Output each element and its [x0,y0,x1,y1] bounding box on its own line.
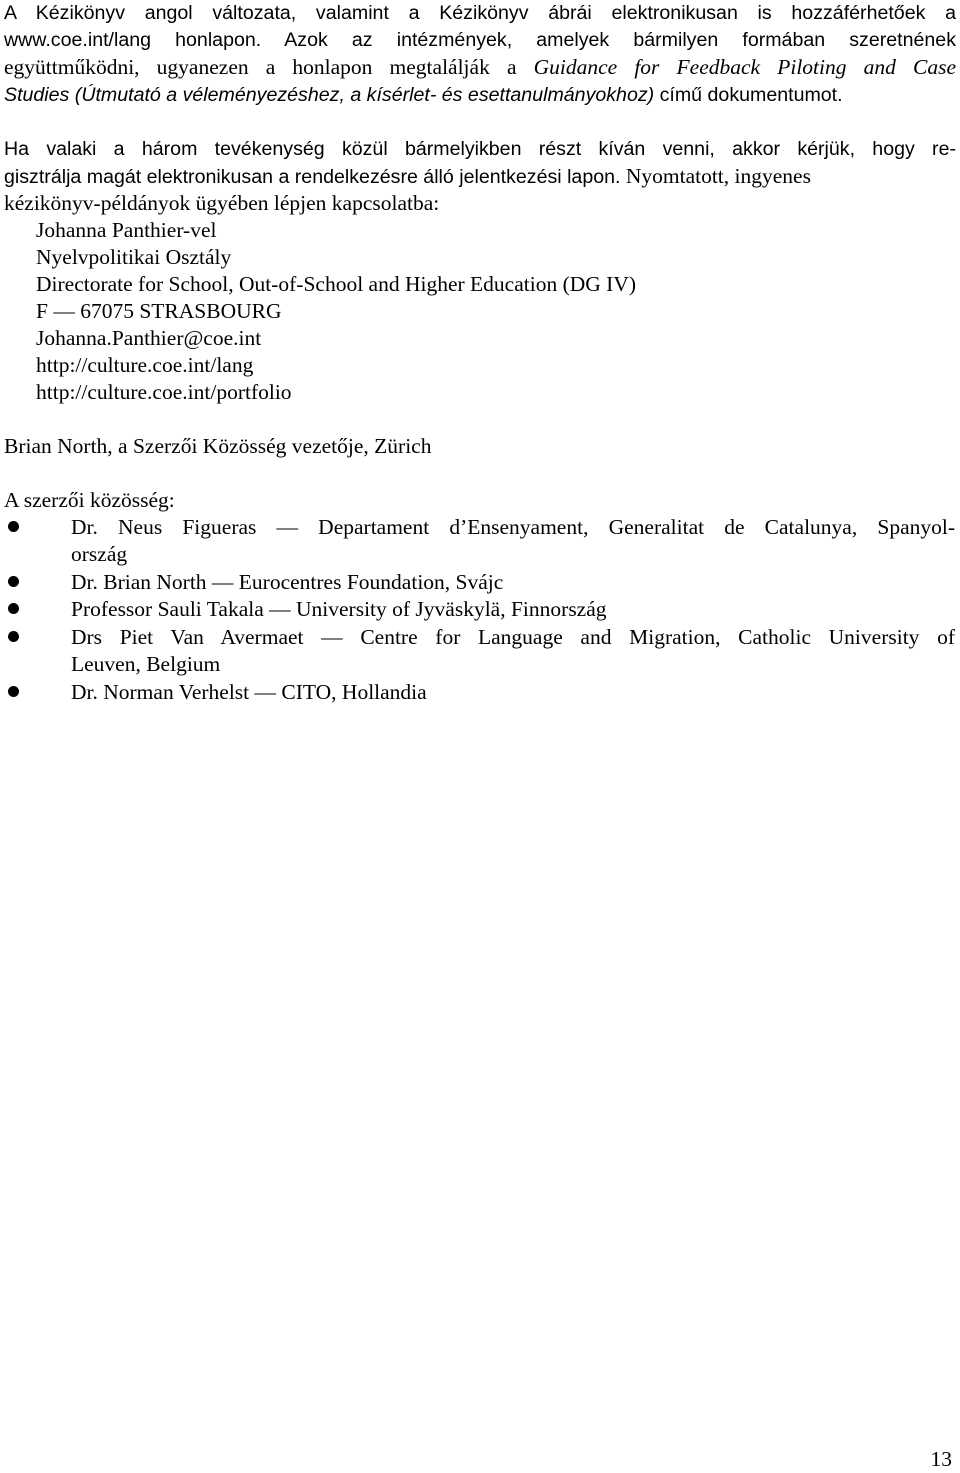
paragraph-line-6-sans: gisztrálja magát elektronikusan a rendelkezésre álló jelentkezési lapon. [4,166,621,188]
bullet-icon [8,631,19,642]
author-line: Dr. Norman Verhelst — CITO, Hollandia [71,680,427,704]
bullet-icon [8,576,19,587]
contact-department: Nyelvpolitikai Osztály [36,245,232,269]
contact-city: F — 67075 STRASBOURG [36,299,282,323]
authors-heading: A szerzői közösség: [4,488,175,512]
author-leader: Brian North, a Szerzői Közösség vezetője, Zürich [4,434,432,458]
contact-name: Johanna Panthier-vel [36,218,217,242]
guidance-title-part2: Studies (Útmutató a véleményezéshez, a kísérlet- és esettanulmányokhoz) [4,84,655,106]
paragraph-line-3-text: együttműködni, ugyanezen a honlapon megtalálják a [4,55,534,79]
page-number: 13 [930,1447,952,1471]
contact-directorate: Directorate for School, Out-of-School and Higher Education (DG IV) [36,272,637,296]
guidance-title-part1: Guidance for Feedback Piloting and Case [533,55,956,79]
author-line-continued: ország [71,542,128,566]
paragraph-line-2: www.coe.int/lang honlapon. Azok az intézmények, amelyek bármilyen formában szeretnének [4,29,956,51]
author-line-continued: Leuven, Belgium [71,652,221,676]
contact-email[interactable]: Johanna.Panthier@coe.int [36,326,262,350]
contact-url-portfolio[interactable]: http://culture.coe.int/portfolio [36,380,292,404]
author-line: Dr. Brian North — Eurocentres Foundation, Svájc [71,570,504,594]
paragraph-line-4-text: című dokumentumot. [654,84,843,106]
paragraph-line-4 [4,81,843,109]
author-line: Dr. Neus Figueras — Departament d’Ensenyament, Generalitat de Catalunya, Spanyol- [71,515,955,539]
bullet-icon [8,603,19,614]
paragraph-line-6 [4,163,811,191]
contact-url-lang[interactable]: http://culture.coe.int/lang [36,353,254,377]
paragraph-line-5: Ha valaki a három tevékenység közül bármelyikben részt kíván venni, akkor kérjük, hogy re- [4,138,956,160]
paragraph-line-6-serif: Nyomtatott, ingyenes [620,164,811,188]
author-line: Professor Sauli Takala — University of Jyväskylä, Finnország [71,597,607,621]
paragraph-line-7: kézikönyv-példányok ügyében lépjen kapcsolatba: [4,191,440,215]
paragraph-line-1: A Kézikönyv angol változata, valamint a Kézikönyv ábrái elektronikusan is hozzáférhetőek a [4,2,956,24]
author-line: Drs Piet Van Avermaet — Centre for Language and Migration, Catholic University of [71,625,955,649]
bullet-icon [8,521,19,532]
bullet-icon [8,686,19,697]
paragraph-line-3 [4,54,956,81]
